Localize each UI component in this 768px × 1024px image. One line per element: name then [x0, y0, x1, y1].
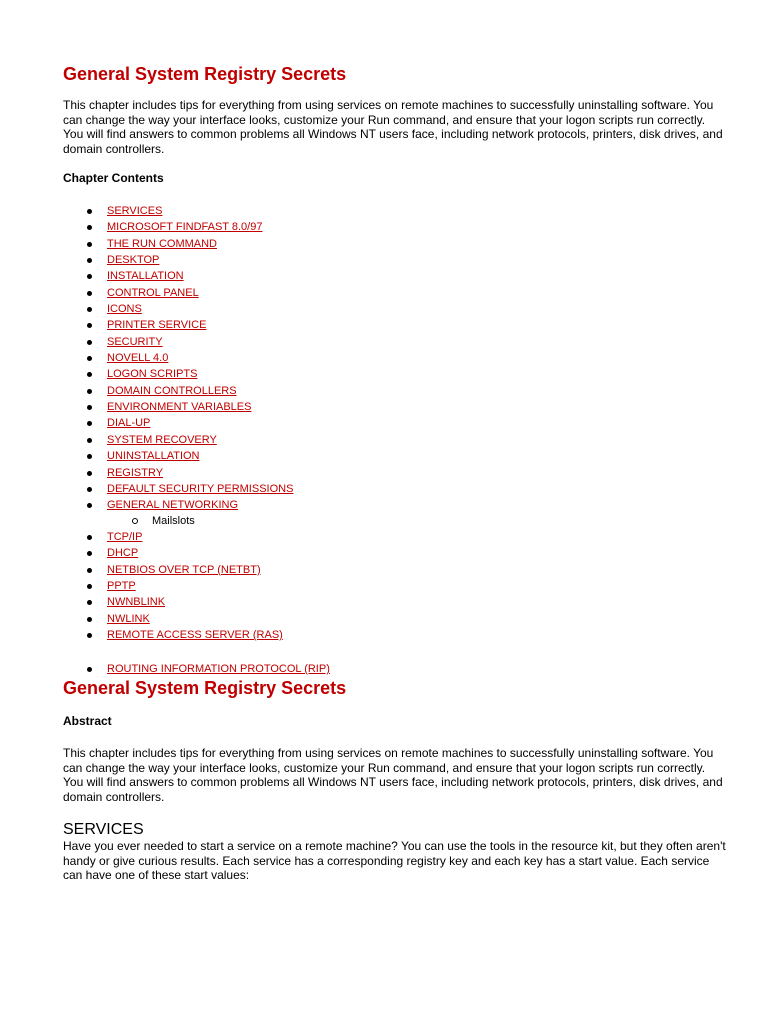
toc-link-novell[interactable]: NOVELL 4.0 [107, 352, 169, 365]
toc-link-security[interactable]: SECURITY [107, 335, 163, 348]
bullet-icon [87, 667, 92, 672]
toc-link-logon-scripts[interactable]: LOGON SCRIPTS [107, 368, 198, 381]
toc-list [63, 203, 463, 514]
bullet-icon [87, 503, 92, 508]
abstract-heading: Abstract [63, 714, 112, 728]
toc-item [63, 627, 463, 643]
toc-item [63, 448, 463, 464]
bullet-icon [87, 454, 92, 459]
toc-link-pptp[interactable]: PPTP [107, 580, 136, 593]
bullet-icon [87, 291, 92, 296]
toc-link-services[interactable]: SERVICES [107, 205, 163, 217]
toc-link-ras[interactable]: REMOTE ACCESS SERVER (RAS) [107, 629, 283, 642]
bullet-icon [87, 258, 92, 263]
bullet-icon [87, 242, 92, 247]
intro-paragraph: This chapter includes tips for everything from using services on remote machines to successfully uninstalling software. You can change the way your interface looks, customize your Run command, and ensure that your logon scripts run correctly. You will find answers to common problems all Windows NT users face, including network protocols, printers, disk drives, and domain controllers. [63, 98, 723, 156]
bullet-icon [87, 405, 92, 410]
toc-item [63, 562, 463, 578]
toc-item [63, 399, 463, 415]
toc-link-installation[interactable]: INSTALLATION [107, 270, 184, 283]
bullet-icon [87, 372, 92, 377]
toc-item [63, 301, 463, 317]
toc-link-printer-service[interactable]: PRINTER SERVICE [107, 319, 207, 332]
toc-link-system-recovery[interactable]: SYSTEM RECOVERY [107, 433, 217, 446]
bullet-icon [87, 209, 92, 214]
bullet-icon [87, 584, 92, 589]
toc-item [63, 465, 463, 481]
bullet-icon [87, 438, 92, 443]
circle-bullet-icon [132, 518, 138, 524]
bullet-icon [87, 356, 92, 361]
toc-list-final [63, 661, 463, 677]
toc-link-netbt[interactable]: NETBIOS OVER TCP (NETBT) [107, 563, 261, 576]
toc-item [63, 611, 463, 627]
toc-item [63, 415, 463, 431]
services-paragraph: Have you ever needed to start a service on a remote machine? You can use the tools in the resource kit, but they often aren't handy or give curious results. Each service has a corresponding registry key and each key has a start value. Each service can have one of these start values: [63, 839, 726, 883]
toc-link-registry[interactable]: REGISTRY [107, 466, 164, 479]
section-title: General System Registry Secrets [63, 678, 347, 698]
toc-item [63, 236, 463, 252]
toc-link-nwlink[interactable]: NWLINK [107, 612, 150, 625]
toc-item [63, 317, 463, 333]
services-heading: SERVICES [63, 821, 144, 838]
bullet-icon [87, 535, 92, 540]
toc-link-environment-variables[interactable]: ENVIRONMENT VARIABLES [107, 401, 252, 414]
chapter-contents-heading: Chapter Contents [63, 171, 164, 185]
toc-link-run-command[interactable]: THE RUN COMMAND [107, 237, 217, 250]
bullet-icon [87, 323, 92, 328]
toc-item [63, 529, 463, 545]
toc-link-icons[interactable]: ICONS [107, 303, 142, 316]
toc-link-dial-up[interactable]: DIAL-UP [107, 417, 151, 430]
bullet-icon [87, 568, 92, 573]
toc-link-default-security-permissions[interactable]: DEFAULT SECURITY PERMISSIONS [107, 482, 294, 495]
toc-item [63, 268, 463, 284]
toc-item [63, 497, 463, 513]
toc-item [63, 383, 463, 399]
bullet-icon [87, 274, 92, 279]
bullet-icon [87, 487, 92, 492]
toc-link-findfast[interactable]: MICROSOFT FINDFAST 8.0/97 [107, 221, 263, 234]
bullet-icon [87, 421, 92, 426]
toc-link-uninstallation[interactable]: UNINSTALLATION [107, 450, 200, 463]
bullet-icon [87, 617, 92, 622]
bullet-icon [87, 551, 92, 556]
toc-link-tcpip[interactable]: TCP/IP [107, 531, 143, 543]
toc-item [63, 545, 463, 561]
toc-item [63, 661, 463, 677]
toc-item [63, 594, 463, 610]
bullet-icon [87, 633, 92, 638]
toc-item [63, 219, 463, 235]
toc-item [63, 334, 463, 350]
bullet-icon [87, 389, 92, 394]
toc-list-continued [63, 529, 463, 643]
toc-item [63, 252, 463, 268]
bullet-icon [87, 471, 92, 476]
bullet-icon [87, 225, 92, 230]
toc-item [63, 481, 463, 497]
toc-link-domain-controllers[interactable]: DOMAIN CONTROLLERS [107, 384, 237, 397]
bullet-icon [87, 600, 92, 605]
toc-link-control-panel[interactable]: CONTROL PANEL [107, 286, 199, 299]
toc-link-desktop[interactable]: DESKTOP [107, 254, 160, 267]
bullet-icon [87, 307, 92, 312]
toc-link-nwnblink[interactable]: NWNBLINK [107, 596, 166, 609]
toc-item [63, 432, 463, 448]
toc-link-general-networking[interactable]: GENERAL NETWORKING [107, 499, 238, 512]
toc-item [63, 350, 463, 366]
toc-link-rip[interactable]: ROUTING INFORMATION PROTOCOL (RIP) [107, 663, 330, 675]
toc-item [63, 203, 463, 219]
toc-subitem-label: Mailslots [152, 515, 195, 527]
chapter-title: General System Registry Secrets [63, 64, 347, 84]
bullet-icon [87, 340, 92, 345]
abstract-paragraph: This chapter includes tips for everything from using services on remote machines to successfully uninstalling software. You can change the way your interface looks, customize your Run command, and ensure that your logon scripts run correctly. You will find answers to common problems all Windows NT users face, including network protocols, printers, disk drives, and domain controllers. [63, 746, 723, 804]
toc-link-dhcp[interactable]: DHCP [107, 547, 139, 560]
toc-item [63, 366, 463, 382]
toc-item [63, 578, 463, 594]
toc-item [63, 285, 463, 301]
